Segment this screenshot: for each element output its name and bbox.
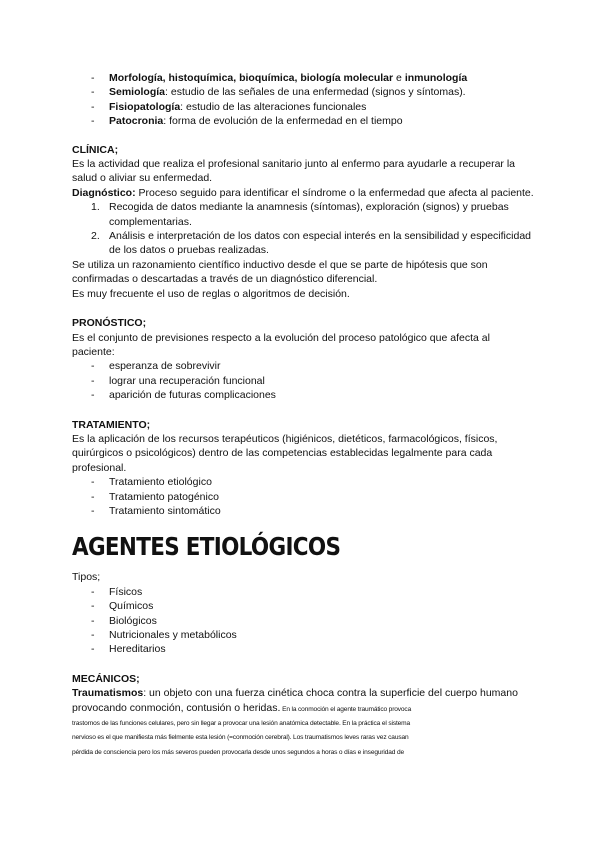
diagnostico-label: Diagnóstico: <box>72 186 136 199</box>
list-item: - Tratamiento etiológico <box>72 475 534 489</box>
document-content <box>72 71 534 760</box>
tratamiento-paragraph: Es la aplicación de los recursos terapéuticos (higiénicos, dietéticos, farmacológicos, físicos, quirúrgicos o psicológicos) dentro de las competencias establecidas legalmente para cada profesional. <box>72 432 498 474</box>
list-item: - Hereditarios <box>72 642 534 656</box>
list-item: - Físicos <box>72 585 534 599</box>
list-item: - Químicos <box>72 599 534 613</box>
razonamiento-paragraph: Se utiliza un razonamiento científico inductivo desde el que se parte de hipótesis que son confirmadas o descartadas a través de un diagnóstico diferencial. <box>72 258 488 286</box>
list-item: - Morfología, histoquímica, bioquímica, biología molecular e inmunología <box>72 71 534 85</box>
mecanicos-heading: MECÁNICOS; <box>72 672 140 685</box>
list-item: - Patocronia: forma de evolución de la enfermedad en el tiempo <box>72 114 534 128</box>
diagnostico-steps <box>72 200 534 258</box>
tratamiento-heading: TRATAMIENTO; <box>72 418 151 431</box>
tiny-line: trastornos de las funciones celulares, pero sin llegar a provocar una lesión anatómica detectable. En la práctica el sistema <box>72 720 411 728</box>
tiny-line: pérdida de consciencia pero los más severos pueden provocarla desde unos segundos a horas o días e inseguridad de <box>72 748 405 756</box>
tiny-line: nervioso es el que manifiesta más fielmente esta lesión (=conmoción cerebral). Los traumatismos leves raras vez causan <box>72 734 409 742</box>
list-item: - Nutricionales y metabólicos <box>72 628 534 642</box>
list-item: - aparición de futuras complicaciones <box>72 388 534 402</box>
clinica-heading: CLÍNICA; <box>72 143 119 156</box>
list-item: 2. Análisis e interpretación de los datos con especial interés en la sensibilidad y especificidad de los datos o pruebas realizadas. <box>91 230 531 257</box>
list-item: - lograr una recuperación funcional <box>72 374 534 388</box>
list-item: - Semiología: estudio de las señales de una enfermedad (signos y síntomas). <box>72 85 534 99</box>
diagnostico-paragraph: Diagnóstico: Proceso seguido para identificar el síndrome o la enfermedad que afecta al paciente. <box>72 186 534 199</box>
list-item: - Biológicos <box>72 614 534 628</box>
tipos-label: Tipos; <box>72 571 101 584</box>
list-item: - Tratamiento patogénico <box>72 490 534 504</box>
traumatismos-label: Traumatismos <box>72 687 144 700</box>
list-item: - Tratamiento sintomático <box>72 504 534 518</box>
list-item: - esperanza de sobrevivir <box>72 359 534 373</box>
agentes-list <box>72 585 534 657</box>
traumatismos-paragraph: Traumatismos: un objeto con una fuerza cinética choca contra la superficie del cuerpo humano provocando conmoción, contusión o heridas. En la conmoción el agente traumático provoca <box>72 687 518 714</box>
list-item: 1. Recogida de datos mediante la anamnesis (síntomas), exploración (signos) y pruebas complementarias. <box>91 201 509 228</box>
clinica-paragraph: Es la actividad que realiza el profesional sanitario junto al enfermo para ayudarle a recuperar la salud o aliviar su enfermedad. <box>72 158 516 185</box>
reglas-paragraph: Es muy frecuente el uso de reglas o algoritmos de decisión. <box>72 287 350 300</box>
pronostico-paragraph: Es el conjunto de previsiones respecto a la evolución del proceso patológico que afecta al paciente: <box>72 331 490 358</box>
list-item: - Fisiopatología: estudio de las alteraciones funcionales <box>72 100 534 114</box>
pronostico-list <box>72 359 534 402</box>
pronostico-heading: PRONÓSTICO; <box>72 317 147 330</box>
agentes-title: AGENTES ETIOLÓGICOS <box>72 532 341 562</box>
tratamiento-list <box>72 475 534 518</box>
intro-list <box>72 71 534 129</box>
